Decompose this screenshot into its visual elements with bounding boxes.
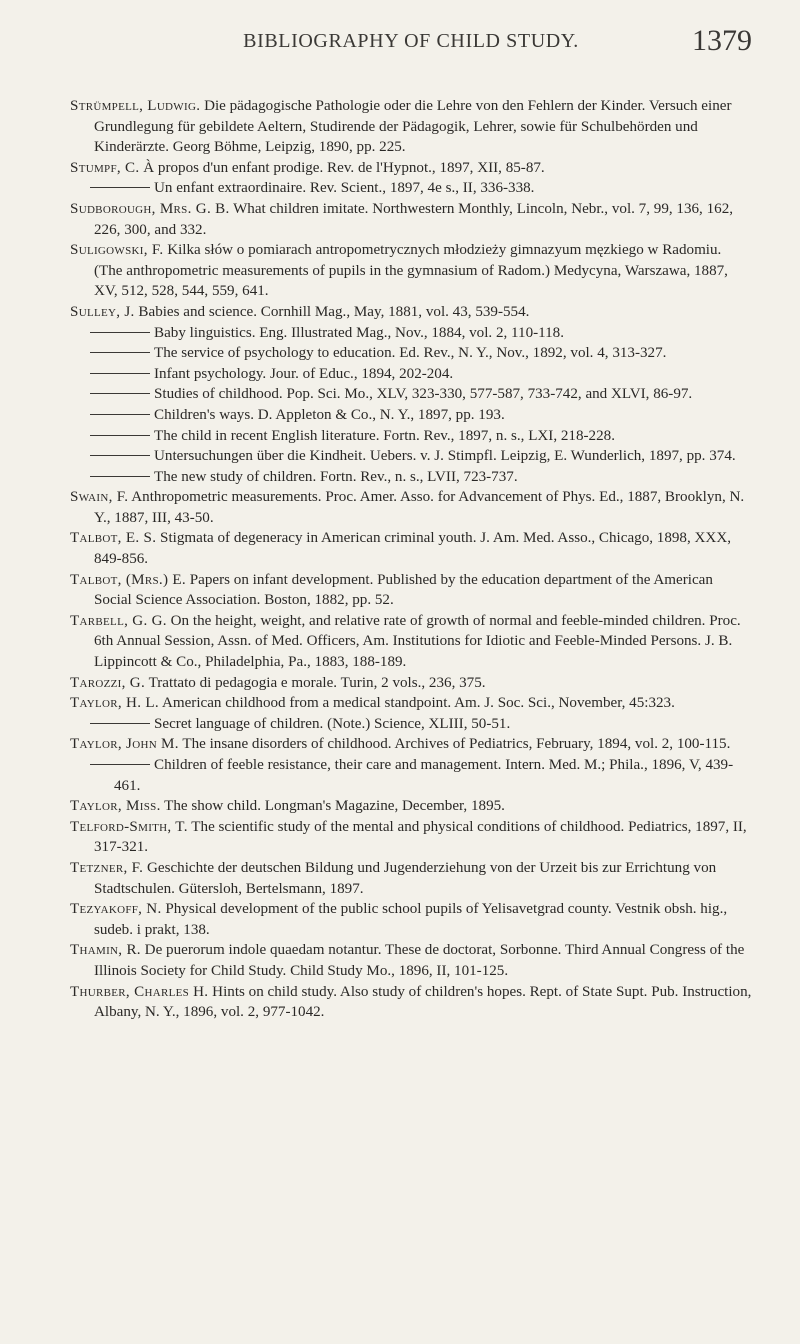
ditto-dash (90, 352, 150, 353)
bibliography-entry (70, 714, 752, 735)
entry-text: The insane disorders of childhood. Archives of Pediatrics, February, 1894, vol. 2, 100-115. (182, 736, 731, 753)
bibliography-entry (70, 611, 752, 673)
bibliography-entry (70, 940, 752, 981)
bibliography-entry (70, 982, 752, 1023)
bibliography-entry (70, 199, 752, 240)
bibliography-entry (70, 158, 752, 179)
ditto-dash (90, 414, 150, 415)
entry-author: Tarbell, G. G. (70, 612, 167, 629)
entry-text: De puerorum indole quaedam notantur. These de doctorat, Sorbonne. Third Annual Congress of the Illinois Society for Child Study. Child Study Mo., 1896, II, 101-125. (94, 942, 745, 979)
entry-text: On the height, weight, and relative rate of growth of normal and feeble-minded children. Proc. 6th Annual Session, Assn. of Med. Officers, Am. Institutions for Idiotic and Feeble-Minded Persons. J. B. Lippincott & Co., Philadelphia, Pa., 1883, 188-189. (94, 612, 741, 671)
bibliography-entry (70, 693, 752, 714)
entry-text: American childhood from a medical standpoint. Am. J. Soc. Sci., November, 45:323. (161, 695, 675, 712)
bibliography-entry (70, 755, 752, 796)
ditto-dash (90, 455, 150, 456)
ditto-dash (90, 332, 150, 333)
bibliography-entry (70, 178, 752, 199)
entry-text: Geschichte der deutschen Bildung und Jugenderziehung von der Urzeit bis zur Errichtung von Stadtschulen. Gütersloh, Bertelsmann, 1897. (94, 859, 717, 897)
entry-author: Talbot, (Mrs.) E. (70, 571, 186, 588)
ditto-dash (90, 764, 150, 765)
bibliography-entry (70, 487, 752, 528)
running-title: BIBLIOGRAPHY OF CHILD STUDY. (243, 30, 579, 52)
entry-author: Thurber, Charles H. (70, 983, 209, 1000)
bibliography-entry (70, 570, 752, 611)
bibliography-entry (70, 343, 752, 364)
entry-text: Stigmata of degeneracy in American criminal youth. J. Am. Med. Asso., Chicago, 1898, XXX, 849-856. (94, 530, 731, 568)
entry-text: Infant psychology. Jour. of Educ., 1894, 202-204. (154, 365, 454, 382)
entry-text: The service of psychology to education. Ed. Rev., N. Y., Nov., 1892, vol. 4, 313-327. (154, 345, 667, 362)
entry-text: À propos d'un enfant prodige. Rev. de l'Hypnot., 1897, XII, 85-87. (143, 159, 545, 176)
entry-text: The child in recent English literature. Fortn. Rev., 1897, n. s., LXI, 218-228. (154, 427, 615, 444)
entry-text: Studies of childhood. Pop. Sci. Mo., XLV, 323-330, 577-587, 733-742, and XLVI, 86-97. (154, 386, 693, 403)
bibliography-entry (70, 817, 752, 858)
ditto-dash (90, 723, 150, 724)
entry-text: The new study of children. Fortn. Rev., n. s., LVII, 723-737. (154, 468, 518, 485)
bibliography-entry (70, 858, 752, 899)
entry-author: Swain, F. (70, 489, 129, 506)
ditto-dash (90, 435, 150, 436)
entry-text: Physical development of the public school pupils of Yelisavetgrad county. Vestnik obsh. hig., sudeb. i prakt, 138. (94, 901, 728, 938)
bibliography-entry (70, 405, 752, 426)
entry-author: Taylor, John M. (70, 736, 179, 753)
entry-author: Stumpf, C. (70, 159, 140, 176)
ditto-dash (90, 393, 150, 394)
entry-author: Talbot, E. S. (70, 530, 157, 547)
bibliography-list (70, 96, 752, 1023)
entry-author: Suligowski, F. (70, 242, 164, 259)
entry-author: Tezyakoff, N. (70, 901, 162, 918)
bibliography-entry (70, 302, 752, 323)
entry-text: Babies and science. Cornhill Mag., May, 1881, vol. 43, 539-554. (138, 303, 530, 320)
bibliography-entry (70, 96, 752, 158)
entry-author: Sudborough, Mrs. G. B. (70, 200, 230, 217)
bibliography-entry (70, 364, 752, 385)
entry-author: Tarozzi, G. (70, 674, 146, 691)
entry-text: Trattato di pedagogia e morale. Turin, 2 vols., 236, 375. (148, 674, 486, 691)
bibliography-entry (70, 796, 752, 817)
bibliography-entry (70, 426, 752, 447)
entry-author: Strümpell, Ludwig. (70, 98, 201, 114)
entry-author: Tetzner, F. (70, 859, 144, 876)
entry-text: The show child. Longman's Magazine, December, 1895. (164, 798, 505, 815)
entry-text: Baby linguistics. Eng. Illustrated Mag., Nov., 1884, vol. 2, 110-118. (154, 324, 565, 341)
page-header (70, 24, 752, 64)
bibliography-entry (70, 446, 752, 467)
bibliography-entry (70, 467, 752, 488)
entry-text: Kilka słów o pomiarach antropometrycznych młodzieży gimnazyum męzkiego w Radomiu. (The anthropometric measurements of pupils in the gymnasium of Radom.) Medycyna, Warszawa, 1887, XV, 512, 528, 544, 559, 641. (94, 242, 728, 300)
bibliography-entry (70, 528, 752, 569)
bibliography-entry (70, 734, 752, 755)
entry-text: Die pädagogische Pathologie oder die Lehre von den Fehlern der Kinder. Versuch einer Grundlegung für gebildete Aeltern, Studirende der Pädagogik, Lehrer, sowie für Schulbehörden und Kinderärzte. Georg Böhme, Leipzig, 1890, pp. 225. (94, 98, 732, 156)
bibliography-entry (70, 673, 752, 694)
entry-text: Hints on child study. Also study of children's hopes. Rept. of State Supt. Pub. Instruction, Albany, N. Y., 1896, vol. 2, 977-1042. (94, 983, 752, 1021)
ditto-dash (90, 476, 150, 477)
entry-text: Children's ways. D. Appleton & Co., N. Y., 1897, pp. 193. (154, 406, 505, 423)
entry-text: Secret language of children. (Note.) Science, XLIII, 50-51. (154, 715, 511, 732)
page-number: 1379 (692, 24, 752, 57)
entry-text: Un enfant extraordinaire. Rev. Scient., 1897, 4e s., II, 336-338. (154, 180, 535, 197)
entry-text: What children imitate. Northwestern Monthly, Lincoln, Nebr., vol. 7, 99, 136, 162, 226, 300, and 332. (94, 200, 734, 238)
bibliography-entry (70, 323, 752, 344)
entry-author: Telford-Smith, T. (70, 818, 188, 835)
entry-author: Sulley, J. (70, 303, 135, 320)
entry-text: Children of feeble resistance, their care and management. Intern. Med. M.; Phila., 1896, V, 439-461. (114, 757, 734, 794)
entry-author: Taylor, Miss. (70, 798, 161, 815)
bibliography-entry (70, 240, 752, 302)
entry-author: Taylor, H. L. (70, 695, 159, 712)
bibliography-entry (70, 899, 752, 940)
ditto-dash (90, 187, 150, 188)
entry-text: Anthropometric measurements. Proc. Amer. Asso. for Advancement of Phys. Ed., 1887, Brooklyn, N. Y., 1887, III, 43-50. (94, 489, 745, 526)
entry-text: Untersuchungen über die Kindheit. Uebers. v. J. Stimpfl. Leipzig, E. Wunderlich, 1897, pp. 374. (154, 448, 736, 465)
ditto-dash (90, 373, 150, 374)
bibliography-entry (70, 384, 752, 405)
entry-author: Thamin, R. (70, 942, 141, 959)
entry-text: Papers on infant development. Published by the education department of the American Social Science Association. Boston, 1882, pp. 52. (94, 571, 713, 609)
entry-text: The scientific study of the mental and physical conditions of childhood. Pediatrics, 1897, II, 317-321. (94, 818, 747, 856)
